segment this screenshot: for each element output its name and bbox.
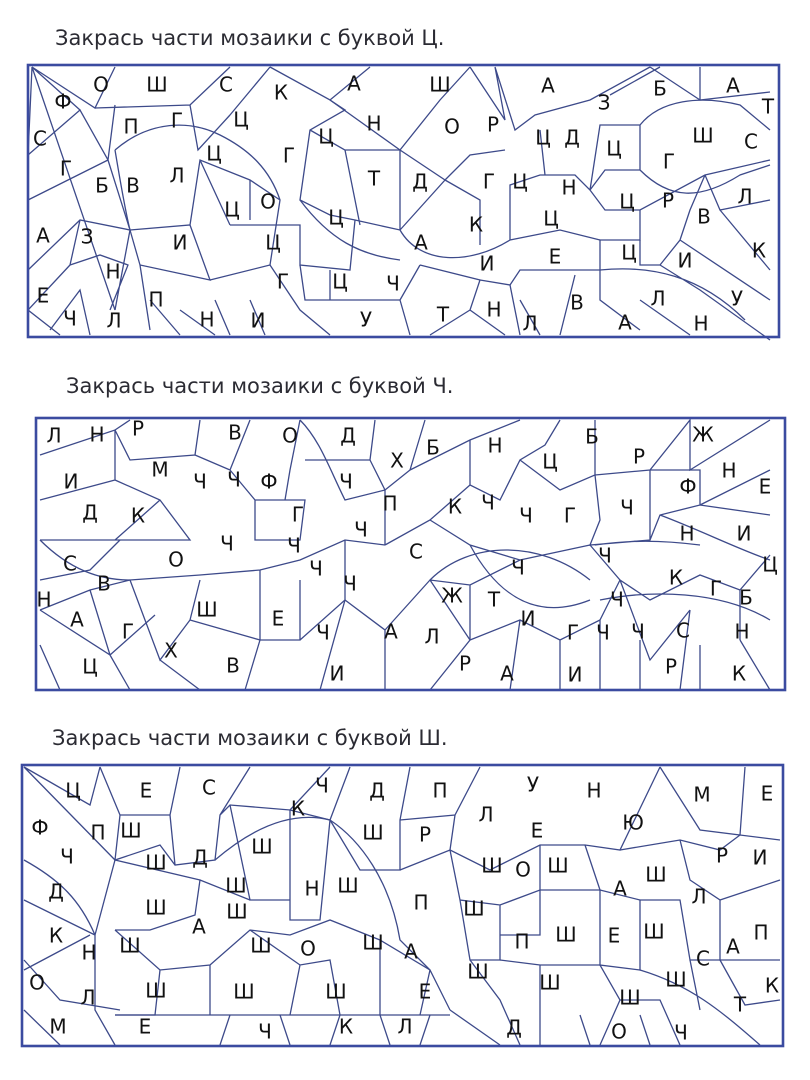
mosaic-2-letter: Р <box>458 651 472 676</box>
mosaic-3-letter: Д <box>48 879 64 904</box>
mosaic-2-letter: И <box>329 661 345 686</box>
mosaic-1-letter: Н <box>486 297 502 322</box>
mosaic-1-letter: Н <box>366 111 382 136</box>
mosaic-2-letter: Ч <box>596 620 610 645</box>
mosaic-3-letter: П <box>413 890 429 915</box>
mosaic-3-letter: И <box>752 845 768 870</box>
mosaic-3-letter: К <box>338 1014 354 1039</box>
mosaic-3-letter: Ц <box>65 778 81 803</box>
mosaic-3-letter: Д <box>369 778 385 803</box>
mosaic-3-letter: Ш <box>145 978 167 1003</box>
mosaic-1-letter: А <box>414 230 428 255</box>
mosaic-3-letter: К <box>764 973 780 998</box>
mosaic-1-letter: Л <box>737 184 753 209</box>
mosaic-2-letter: Х <box>164 638 178 663</box>
mosaic-2-letter: П <box>382 491 398 516</box>
mosaic-3-letter: П <box>90 820 106 845</box>
mosaic-2-letter: А <box>70 607 84 632</box>
mosaic-2-letter: Ж <box>441 583 463 608</box>
mosaic-2-letter: Ч <box>631 619 645 644</box>
mosaic-3-letter: К <box>290 796 306 821</box>
mosaic-3-letter: А <box>613 876 627 901</box>
mosaic-1-letter: Ц <box>543 206 559 231</box>
mosaic-2-letter: Б <box>426 435 440 460</box>
mosaic-2-letter: Б <box>585 424 599 449</box>
mosaic-3-letter: Ш <box>643 919 665 944</box>
mosaic-2-letter: Ч <box>511 555 525 580</box>
mosaic-3-letter: Н <box>586 778 602 803</box>
mosaic-1-letter: Ц <box>606 136 622 161</box>
mosaic-1-letter: З <box>597 90 611 115</box>
mosaic-2-letter: И <box>63 469 79 494</box>
mosaic-3-letter: Д <box>192 845 208 870</box>
mosaic-1-letter: В <box>570 290 584 315</box>
mosaic-3-letter: Ш <box>325 979 347 1004</box>
mosaic-2-letter: Ш <box>196 597 218 622</box>
mosaic-1-letter: Ц <box>619 189 635 214</box>
mosaic-3-letter: О <box>29 970 45 995</box>
mosaic-3-letter: Ш <box>145 895 167 920</box>
mosaic-3-letter: О <box>611 1019 627 1044</box>
mosaic-1-letter: Т <box>761 94 775 119</box>
mosaic-3-letter: П <box>432 778 448 803</box>
mosaic-3-letter: Ш <box>362 930 384 955</box>
mosaic-2-letter: Р <box>131 416 145 441</box>
mosaic-3-letter: Ф <box>31 815 49 840</box>
mosaic-1-letter: Д <box>564 125 580 150</box>
mosaic-2-letter: Р <box>632 444 646 469</box>
mosaic-3-letter: Ш <box>619 985 641 1010</box>
mosaic-3-letter: А <box>404 939 418 964</box>
mosaic-2-letter: Ч <box>193 469 207 494</box>
mosaic-1-letter: Е <box>548 244 562 269</box>
mosaic-2-letter: Ч <box>309 556 323 581</box>
mosaic-2-letter: О <box>282 423 298 448</box>
mosaic-3-letter: М <box>49 1014 67 1039</box>
mosaic-2-letter: Е <box>758 474 772 499</box>
mosaic-1-letter: Н <box>105 259 121 284</box>
mosaic-2-letter: Ч <box>220 531 234 556</box>
mosaic-3-letter: Е <box>530 818 544 843</box>
mosaic-1-letter: Ф <box>54 89 72 114</box>
mosaic-2-letter: Н <box>721 458 737 483</box>
mosaic-3-letter: Ю <box>622 810 644 835</box>
mosaic-3-letter: Ш <box>645 862 667 887</box>
mosaic-2-letter: Т <box>487 587 501 612</box>
mosaic-1-letter: Ш <box>692 123 714 148</box>
mosaic-1-letter: Г <box>662 149 676 174</box>
mosaic-3-letter: Е <box>138 1014 152 1039</box>
mosaic-2-letter: Ц <box>762 552 778 577</box>
mosaic-1-letter: Ц <box>535 125 551 150</box>
mosaic-1-letter: Л <box>169 163 185 188</box>
mosaic-1-letter: Р <box>661 188 675 213</box>
mosaic-2-letter: Ч <box>610 587 624 612</box>
mosaic-3-letter: У <box>526 772 540 797</box>
mosaic-2-letter: С <box>63 551 77 576</box>
mosaic-2-letter: Н <box>487 433 503 458</box>
mosaic-3-letter: Ш <box>547 853 569 878</box>
mosaic-3-letter: Н <box>81 940 97 965</box>
mosaic-3-letter: М <box>693 782 711 807</box>
mosaic-1-letter: С <box>33 126 47 151</box>
mosaic-1-letter: Н <box>199 307 215 332</box>
mosaic-3-letter: Е <box>760 781 774 806</box>
mosaic-1-letter: Ц <box>328 205 344 230</box>
mosaic-2-letter: Г <box>291 502 305 527</box>
mosaic-3-letter: Ш <box>225 873 247 898</box>
mosaic-3-letter: Р <box>418 822 432 847</box>
mosaic-1-letter: Ц <box>318 124 334 149</box>
mosaic-1-letter: Ц <box>233 107 249 132</box>
mosaic-2-letter: С <box>676 618 690 643</box>
mosaic-1-letter: К <box>468 212 484 237</box>
mosaic-2-letter: Ч <box>620 495 634 520</box>
mosaic-3-letter: Ш <box>233 979 255 1004</box>
mosaic-3-letter: Л <box>478 802 494 827</box>
mosaic-1-letter: И <box>479 251 495 276</box>
mosaic-1-letter: Ш <box>146 72 168 97</box>
mosaic-2-letter: Х <box>390 448 404 473</box>
mosaic-1-letter: Р <box>486 112 500 137</box>
mosaic-1-letter: Л <box>522 311 538 336</box>
mosaic-2-letter: И <box>520 606 536 631</box>
mosaic-1-letter: Б <box>95 173 109 198</box>
mosaic-2-letter: В <box>97 571 111 596</box>
mosaic-1-letter: Ч <box>386 271 400 296</box>
mosaic-2-letter: Л <box>46 423 62 448</box>
mosaic-1-letter: С <box>219 72 233 97</box>
instruction-mosaic-3: Закрась части мозаики с буквой Ш. <box>52 726 448 750</box>
mosaic-3-letter: Л <box>397 1014 413 1039</box>
mosaic-1-letter: Ц <box>621 240 637 265</box>
mosaic-letters <box>29 72 779 1045</box>
mosaic-1-letter: А <box>541 73 555 98</box>
mosaic-3-letter: Ш <box>481 853 503 878</box>
mosaic-1-letter: В <box>697 204 711 229</box>
mosaic-2-letter: Н <box>89 422 105 447</box>
mosaic-2-letter: Г <box>566 620 580 645</box>
mosaic-1-letter: Н <box>561 175 577 200</box>
mosaic-1-letter: К <box>273 80 289 105</box>
mosaic-2-letter: Н <box>36 587 52 612</box>
mosaic-1-letter: И <box>172 230 188 255</box>
mosaic-1-letter: П <box>123 114 139 139</box>
mosaic-2-letter: А <box>500 661 514 686</box>
mosaic-2-letter: Е <box>271 606 285 631</box>
mosaic-2-letter: И <box>567 662 583 687</box>
mosaic-1-letter: Н <box>693 311 709 336</box>
mosaic-1-letter: О <box>260 189 276 214</box>
mosaic-3-letter: А <box>192 914 206 939</box>
mosaic-3-letter: Ш <box>362 820 384 845</box>
mosaic-3-letter: Ч <box>60 844 74 869</box>
mosaic-1-letter: А <box>726 73 740 98</box>
mosaic-3-letter: К <box>48 923 64 948</box>
mosaic-3-letter: С <box>202 775 216 800</box>
mosaic-1-letter: У <box>730 286 744 311</box>
mosaic-2-letter: Р <box>664 654 678 679</box>
mosaic-2-letter: Д <box>82 500 98 525</box>
mosaic-3 <box>22 765 783 1046</box>
mosaic-1-letter: Г <box>170 108 184 133</box>
mosaic-2-letter: Ч <box>339 469 353 494</box>
mosaic-2-letter: В <box>228 420 242 445</box>
mosaic-2-letter: Ч <box>227 467 241 492</box>
mosaic-1-letter: З <box>80 224 94 249</box>
mosaic-1-letter: О <box>444 114 460 139</box>
mosaic-2-letter: Г <box>709 576 723 601</box>
mosaic-3-letter: Ш <box>120 818 142 843</box>
mosaic-2-letter: Н <box>679 521 695 546</box>
mosaic-3-letter: Ш <box>467 959 489 984</box>
mosaic-2-letter: Ц <box>542 449 558 474</box>
mosaic-3-letter: П <box>753 920 769 945</box>
mosaic-1-letter: Л <box>106 308 122 333</box>
mosaic-1-letter: Г <box>282 143 296 168</box>
mosaic-1-letter: Ц <box>332 269 348 294</box>
mosaic-3-letter: Ш <box>119 933 141 958</box>
mosaic-1-letter: Г <box>482 169 496 194</box>
mosaic-3-letter: Ш <box>145 850 167 875</box>
mosaic-2-letter: Ф <box>260 469 278 494</box>
mosaic-1-letter: Т <box>367 166 381 191</box>
mosaic-3-letter: Ш <box>665 967 687 992</box>
mosaic-2-letter: Ж <box>692 422 714 447</box>
mosaic-2-letter: Г <box>121 619 135 644</box>
mosaic-2-letter: Д <box>340 423 356 448</box>
mosaic-3-letter: Ш <box>555 922 577 947</box>
mosaic-3-letter: Ш <box>226 899 248 924</box>
mosaic-3-letter: С <box>696 946 710 971</box>
mosaic-1-letter: У <box>359 307 373 332</box>
mosaic-2-letter: С <box>409 539 423 564</box>
mosaic-2-letter: Ч <box>287 533 301 558</box>
mosaic-2-letter: Ч <box>519 503 533 528</box>
mosaic-2-letter: Л <box>424 624 440 649</box>
mosaic-3-letter: Ш <box>539 970 561 995</box>
mosaic-2-letter: К <box>668 565 684 590</box>
mosaic-1-letter: Ц <box>224 197 240 222</box>
mosaic-1-letter: А <box>618 310 632 335</box>
mosaic-3-letter: Ч <box>674 1020 688 1045</box>
mosaic-3-letter: Л <box>691 884 707 909</box>
mosaic-1-letter: С <box>744 129 758 154</box>
mosaic-1-letter: Г <box>59 156 73 181</box>
mosaic-1-letter: Ш <box>429 72 451 97</box>
mosaic-3-letter: Е <box>607 923 621 948</box>
mosaic-3-letter: О <box>515 857 531 882</box>
mosaic-1-letter: Ч <box>63 306 77 331</box>
mosaic-2-letter: О <box>168 547 184 572</box>
mosaic-2-letter: Ф <box>679 474 697 499</box>
mosaic-1-letter: Ц <box>206 141 222 166</box>
instruction-mosaic-1: Закрась части мозаики с буквой Ц. <box>55 26 445 50</box>
mosaic-2-letter: К <box>731 661 747 686</box>
mosaic-3-letter: А <box>726 934 740 959</box>
mosaic-1-letter: П <box>148 287 164 312</box>
mosaic-1-letter: Ц <box>265 230 281 255</box>
mosaic-1-letter: Д <box>412 169 428 194</box>
mosaic-2-letter: Н <box>734 619 750 644</box>
mosaic-2-letter: М <box>151 457 169 482</box>
mosaic-2-letter: Г <box>563 503 577 528</box>
mosaic-1-letter: Е <box>36 283 50 308</box>
mosaic-1-letter: А <box>347 71 361 96</box>
mosaic-1-letter: Б <box>653 76 667 101</box>
mosaic-3-letter: П <box>514 929 530 954</box>
mosaic-2-letter: К <box>130 503 146 528</box>
mosaic-2-letter: Ч <box>598 543 612 568</box>
mosaic-3-letter: Ш <box>251 834 273 859</box>
mosaic-3-letter: Н <box>304 876 320 901</box>
mosaic-3-letter: Д <box>506 1015 522 1040</box>
mosaic-3-letter: О <box>300 936 316 961</box>
mosaic-3-letter: Ш <box>337 873 359 898</box>
mosaic-2-letter: Ч <box>316 620 330 645</box>
mosaic-1-letter: Л <box>650 286 666 311</box>
mosaic-3-letter: Е <box>139 778 153 803</box>
mosaic-1-letter: О <box>93 72 109 97</box>
mosaic-2-letter: Ц <box>82 654 98 679</box>
mosaic-1-letter: И <box>250 308 266 333</box>
mosaic-1-letter: Ц <box>512 169 528 194</box>
mosaic-2-letter: В <box>226 653 240 678</box>
mosaic-1-letter: Т <box>436 302 450 327</box>
mosaic-2-letter: Ч <box>343 571 357 596</box>
mosaic-2-letter: Б <box>739 585 753 610</box>
mosaic-1-letter: А <box>36 223 50 248</box>
mosaic-1-letter: В <box>126 173 140 198</box>
mosaic-3-letter: Ш <box>250 933 272 958</box>
mosaic-2-letter: А <box>384 619 398 644</box>
mosaic-2-letter: Ч <box>481 490 495 515</box>
mosaic-3-letter: Ч <box>315 773 329 798</box>
mosaic-3-letter: Ч <box>258 1019 272 1044</box>
mosaic-2-letter: И <box>736 521 752 546</box>
mosaic-1-letter: К <box>751 238 767 263</box>
mosaic-1-letter: Г <box>276 269 290 294</box>
mosaic-3-letter: Ш <box>463 896 485 921</box>
mosaic-2-letter: Ч <box>354 517 368 542</box>
mosaic-3-letter: Т <box>733 992 747 1017</box>
mosaic-1-letter: И <box>677 248 693 273</box>
instruction-mosaic-2: Закрась части мозаики с буквой Ч. <box>66 374 454 398</box>
mosaic-3-letter: Л <box>80 985 96 1010</box>
mosaic-2-letter: К <box>447 494 463 519</box>
mosaic-3-letter: Е <box>418 979 432 1004</box>
mosaic-3-letter: Р <box>715 843 729 868</box>
